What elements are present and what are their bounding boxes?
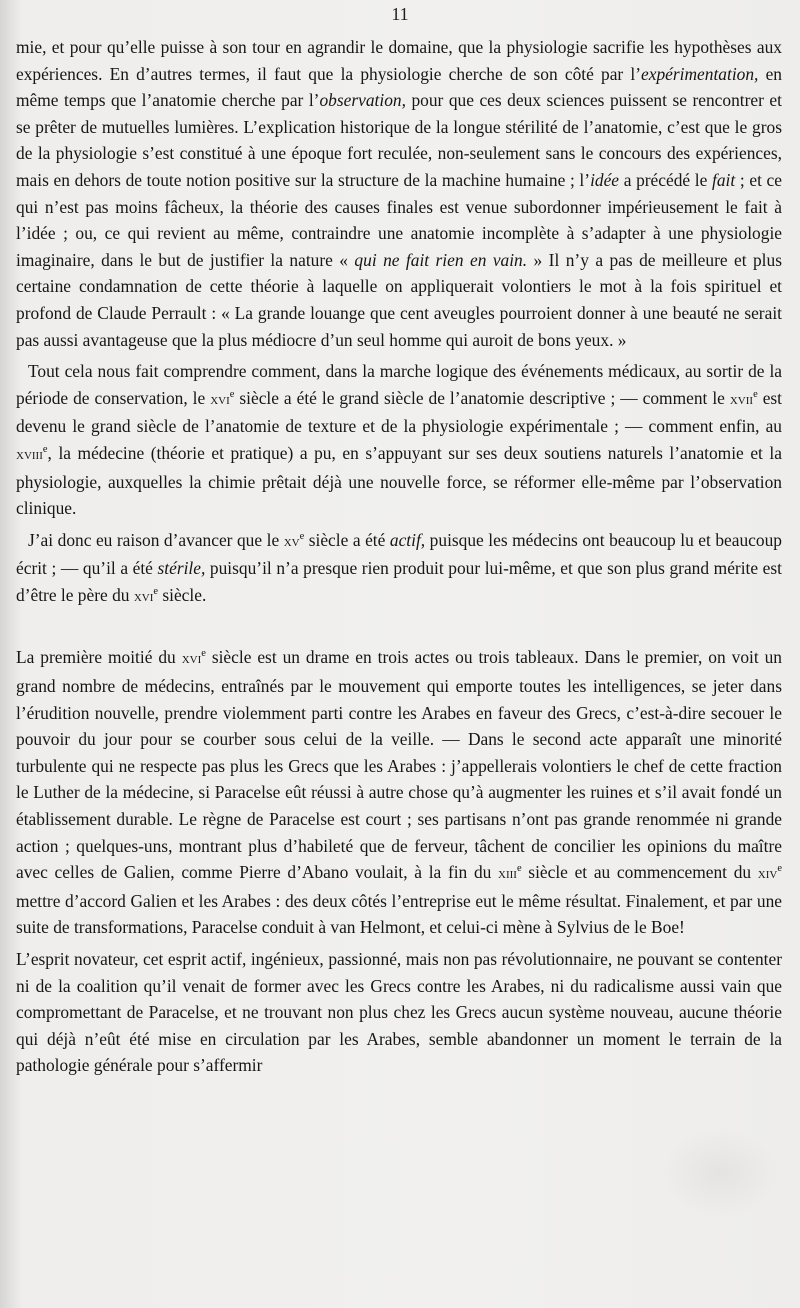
text-run: mettre d’accord Galien et les Arabes : des deux côtés l’entreprise eut le même résultat. Finalement, et par une suite de transformations, Paracelse conduit à van Helmont, et celui-ci mène à Sylvius de le Boe! [16,890,782,938]
italic-text: stérile, [157,558,206,579]
paragraph-1 [16,34,782,353]
text-run: puisqu’il n’a presque rien produit pour lui-même, et que son plus grand mérite est d’être le père du [16,558,782,605]
text-run: siècle est un drame en trois actes ou trois tableaux. Dans le premier, on voit un grand nombre de médecins, entraînés par le mouvement qui emporte toutes les intelligences, se jeter dans l’érudition nouvelle, prendre violemment parti contre les Arabes en faveur des Grecs, c’est-à-dire secouer le pouvoir du jour pour se courber sous celui de la veille. — Dans le second acte apparaît une minorité turbulente qui ne respecte pas plus les Grecs que les Arabes : j’appellerais volontiers le chef de cette fraction le Luther de la médecine, si Paracelse eût réussi à autre chose qu’à augmenter les ruines et s’il avait fondé un établissement durable. Le règne de Paracelse est court ; ses partisans n’ont pas grande renommée ni grande action ; quelques-uns, montrant plus d’habileté que de ferveur, tâchent de concilier les opinions du maître avec celles de Galien, comme Pierre d’Abano voulait, à la fin du [16,647,783,883]
small-caps-text: xviii [16,445,43,463]
superscript-text: e [201,648,206,660]
text-run: J’ai donc eu raison d’avancer que le [28,529,284,550]
small-caps-text: xvi [133,587,154,605]
italic-text: observation, [319,90,406,111]
small-caps-text: xvi [181,650,202,668]
superscript-text: e [42,444,48,456]
superscript-text: e [777,863,782,875]
text-run: pour que ces deux sciences puissent se rencontrer et se prêter de mutuelles lumières. L’explication historique de la longue stérilité de l’anatomie, c’est que le gros de la physiologie s’est constitué à une époque fort reculée, non-seulement sans le concours des expériences, mais en dehors de toute notion positive sur la structure de la machine humaine ; l’ [16,90,782,190]
text-run: siècle et au commencement du [521,862,758,883]
small-caps-text: xv [283,532,300,550]
text-run: Tout cela nous fait comprendre comment, dans la marche logique des événements médicaux, au sortir de la période de conservation, le [16,361,782,408]
paragraph-4 [16,644,782,941]
small-caps-text: xiv [757,865,778,883]
italic-text: idée [590,169,620,190]
small-caps-text: xiii [498,865,517,883]
italic-text: expérimentation, [641,63,759,84]
page-number: 11 [391,4,409,24]
text-run: ; et ce qui n’est pas moins fâcheux, la théorie des causes finales est venue subordonner impérieusement le fait à l’idée ; ou, ce qui revient au même, contraindre une anatomie incomplète à s’adapter à une physiologie imaginaire, dans le but de justifier la nature « [16,169,782,270]
text-run: La première moitié du [16,647,182,668]
paragraph-5 [16,946,782,1079]
italic-text: qui ne fait rien en vain. [354,249,528,270]
body-text [16,34,782,1079]
small-caps-text: xvii [729,390,754,408]
paragraph-2 [16,358,782,522]
text-run: mie, et pour qu’elle puisse à son tour en agrandir le domaine, que la physiologie sacrifie les hypothèses aux expériences. En d’autres termes, il faut que la physiologie cherche de son côté par l’ [16,37,782,84]
text-run: siècle a été le grand siècle de l’anatomie descriptive ; — comment le [234,387,730,408]
superscript-text: e [516,863,522,875]
italic-text: actif, [389,529,426,550]
small-caps-text: xvi [210,390,230,408]
superscript-text: e [229,388,235,400]
text-run: siècle. [158,584,207,605]
text-run: en même temps que l’anatomie cherche par l’ [16,63,782,111]
italic-text: fait [712,169,736,190]
page-stain [660,1128,780,1218]
text-run: a précédé le [619,169,712,190]
text-run: L’esprit novateur, cet esprit actif, ingénieux, passionné, mais non pas révolutionnaire, ne pouvant se contenter ni de la coalition qu’il venait de former avec les Grecs contre les Arabes, ni du radicalisme aussi vain que compromettant de Paracelse, et ne trouvant non plus chez les Grecs aucun système nouveau, aucune théorie qui déjà n’eût été mise en circulation par les Arabes, semble abandonner un moment le terrain de la pathologie générale pour s’affermir [16,949,782,1076]
text-run: est devenu le grand siècle de l’anatomie de texture et de la physiologie expérimentale ; — comment enfin, au [16,387,783,437]
text-run: puisque les médecins ont beaucoup lu et beaucoup écrit ; — qu’il a été [16,529,782,579]
superscript-text: e [753,388,758,400]
superscript-text: e [299,530,305,542]
paragraph-3 [16,527,782,611]
text-run: , la médecine (théorie et pratique) a pu, en s’appuyant sur ses deux soutiens naturels l’anatomie et la physiologie, auxquelles la chimie prêtait déjà une nouvelle force, se réformer elle-même par l’observation clinique. [16,442,782,519]
text-run: » Il n’y a pas de meilleure et plus certaine condamnation de cette théorie à laquelle on appliquerait volontiers le mot à la fois spirituel et profond de Claude Perrault : « La grande louange que cent aveugles pourroient donner à une beauté ne serait pas aussi avantageuse que la plus médiocre d’un seul homme qui auroit de bons yeux. » [16,249,782,350]
superscript-text: e [153,586,159,598]
text-run: siècle a été [304,529,390,550]
